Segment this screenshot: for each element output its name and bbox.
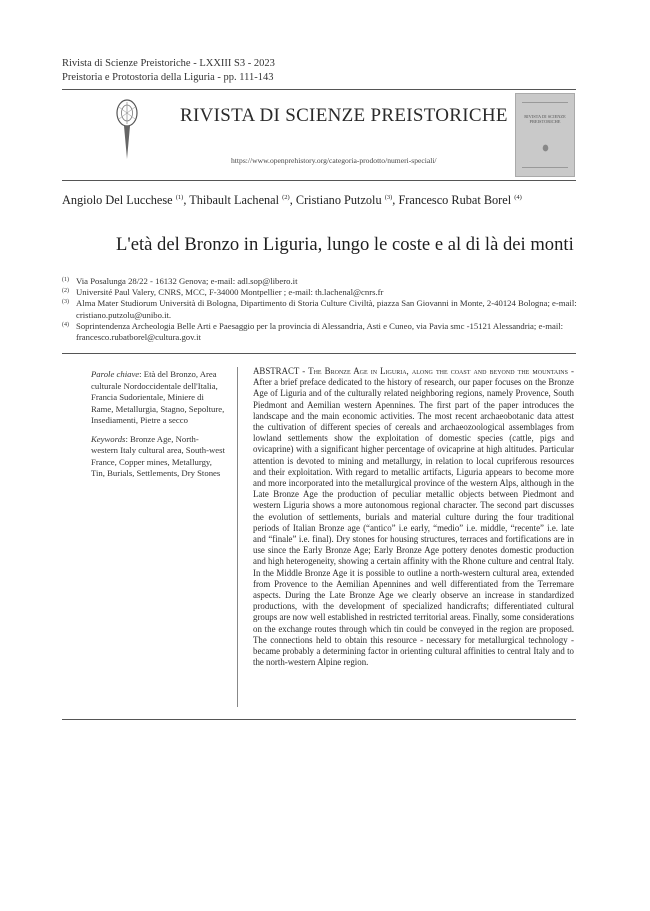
author-ref: (3)	[384, 194, 393, 201]
affiliation-item	[62, 298, 578, 320]
journal-cover-thumbnail	[515, 93, 575, 177]
keywords-en-label: Keywords	[91, 433, 126, 444]
article-title: L'età del Bronzo in Liguria, lungo le coste e al di là dei monti	[116, 234, 574, 255]
affiliation-item	[62, 321, 578, 343]
journal-info	[62, 57, 275, 85]
affiliation-number: (2)	[62, 288, 69, 295]
keywords-column	[91, 369, 225, 487]
affiliation-number: (3)	[62, 299, 69, 306]
affiliation-item	[62, 287, 578, 298]
author-list: Angiolo Del Lucchese $^{(1)}$, Thibault Lachenal $^{(2)}$, Cristiano Putzolu $^{(3)}$, Francesco Rubat Borel $^{(4)}$	[62, 193, 522, 207]
affiliation-text: Via Posalunga 28/22 - 16132 Genova; e-mail: adl.sop@libero.it	[76, 276, 298, 286]
footer-rule	[62, 719, 576, 720]
keywords-english	[91, 434, 225, 480]
affiliation-text: Alma Mater Studiorum Università di Bologna, Dipartimento di Storia Culture Civiltà, piazza San Giovanni in Monte, 2-40124 Bologna; e-mail: cristiano.putzolu@unibo.it.	[76, 298, 577, 320]
keywords-en-text: : Bronze Age, North-western Italy cultural area, South-west France, Copper mines, Metallurgy, Tin, Burials, Settlements, Dry Stones	[91, 433, 225, 478]
keywords-italian	[91, 369, 225, 427]
affiliation-number: (1)	[62, 277, 69, 283]
cover-top-rule	[522, 102, 568, 103]
series-line: Preistoria e Protostoria della Liguria - pp. 111-143	[62, 72, 274, 83]
cover-title: RIVISTA DI SCIENZE PREISTORICHE	[524, 114, 566, 125]
journal-line: Rivista di Scienze Preistoriche - LXXIII S3 - 2023	[62, 58, 275, 69]
author-name: Cristiano Putzolu	[295, 193, 382, 207]
author-name: Angiolo Del Lucchese	[62, 193, 173, 207]
column-divider	[237, 367, 238, 707]
author-ref: (1)	[175, 194, 184, 201]
journal-url-link[interactable]: https://www.openprehistory.org/categoria-prodotto/numeri-speciali/	[231, 156, 437, 165]
affiliations	[62, 276, 578, 343]
affiliation-item	[62, 276, 578, 287]
masthead-rule	[62, 180, 576, 181]
author-name: Francesco Rubat Borel	[398, 193, 512, 207]
author-ref: (4)	[514, 194, 522, 201]
affiliation-number: (4)	[62, 321, 69, 328]
cover-emblem-icon	[542, 144, 549, 152]
cover-bottom-rule	[522, 167, 568, 168]
header-rule	[62, 89, 576, 90]
abstract-body: - After a brief preface dedicated to the history of research, our paper focuses on the Bronze Age of Liguria and of the culturally related neighboring regions, namely Provence, South Piedmont and Aemilian western Apennines. The first part of the paper introduces the landscape and the main economic activities. The most recent archaeobotanic data attest the cultivation of different species of cereals and archaeozoological assemblages from lowland settlements show the exploitation of domestic species (cattle, pigs and ovicaprine) with a significant higher percentage of ovicaprine at high altitudes. Particular attention is devoted to mining and metallurgy, in relation to local cupriferous resources and their exploitation. With regard to metallic artifacts, Liguria appears to become more and more incorporated into the metallurgical province of the western Alps, although in the Late Bronze Age the production of peculiar metallic objects between Piedmont and western Liguria shows a more autonomous regional character. The second part discusses the evolution of settlements, burials and material culture during the four traditional periods of Italian Bronze age (“antico” i.e early, “medio” i.e. middle, “recente” i.e. late and “finale” i.e. final). Dry stones for housing structures, terraces and fortifications are in use since the Early Bronze Age; Early Bronze Age pottery denotes domestic production and high heterogeneity, showing a certain affinity with the Rhone culture and central Italy. In the Middle Bronze Age it is possible to outline a north-western cultural area, extended from Provence to the Aemilian Apennines and well differentiated from the Terremare aspects. During the Late Bronze Age we clearly observe an increase in standardized productions, with the development of specialized handicrafts; differentiated cultural groups are now well established in restricted territorial areas. Finally, some considerations on the exchange routes through which tin could be conveyed in the region are proposed. The connections held to obtain this resource - necessary for metallurgical technology - became probably a determining factor in orienting cultural affinities to central Italy and to the north-western Alpine region.	[253, 366, 574, 668]
journal-masthead: RIVISTA DI SCIENZE PREISTORICHE	[180, 105, 508, 126]
journal-logo-icon	[116, 99, 138, 161]
keywords-it-label: Parole chiave	[91, 369, 140, 379]
abstract-heading: ABSTRACT - The Bronze Age in Liguria, along the coast and beyond the mountains	[253, 366, 568, 376]
keywords-it-text: : Età del Bronzo, Area culturale Nordoccidentale dell'Italia, Francia Sudorientale, Miniere di Rame, Metallurgia, Stagno, Sepolture, Insediamenti, Pietre a secco	[91, 369, 225, 425]
affiliations-rule	[62, 353, 576, 354]
abstract	[253, 366, 574, 668]
affiliation-text: Soprintendenza Archeologia Belle Arti e Paesaggio per la provincia di Alessandria, Asti e Cuneo, via Pavia smc -15121 Alessandria; e-mail: francesco.rubatborel@cultura.gov.it	[76, 320, 564, 343]
affiliation-text: Université Paul Valery, CNRS, MCC, F-34000 Montpellier ; e-mail: th.lachenal@cnrs.fr	[76, 287, 384, 298]
author-ref: (2)	[282, 194, 290, 201]
author-name: Thibault Lachenal	[189, 193, 280, 207]
